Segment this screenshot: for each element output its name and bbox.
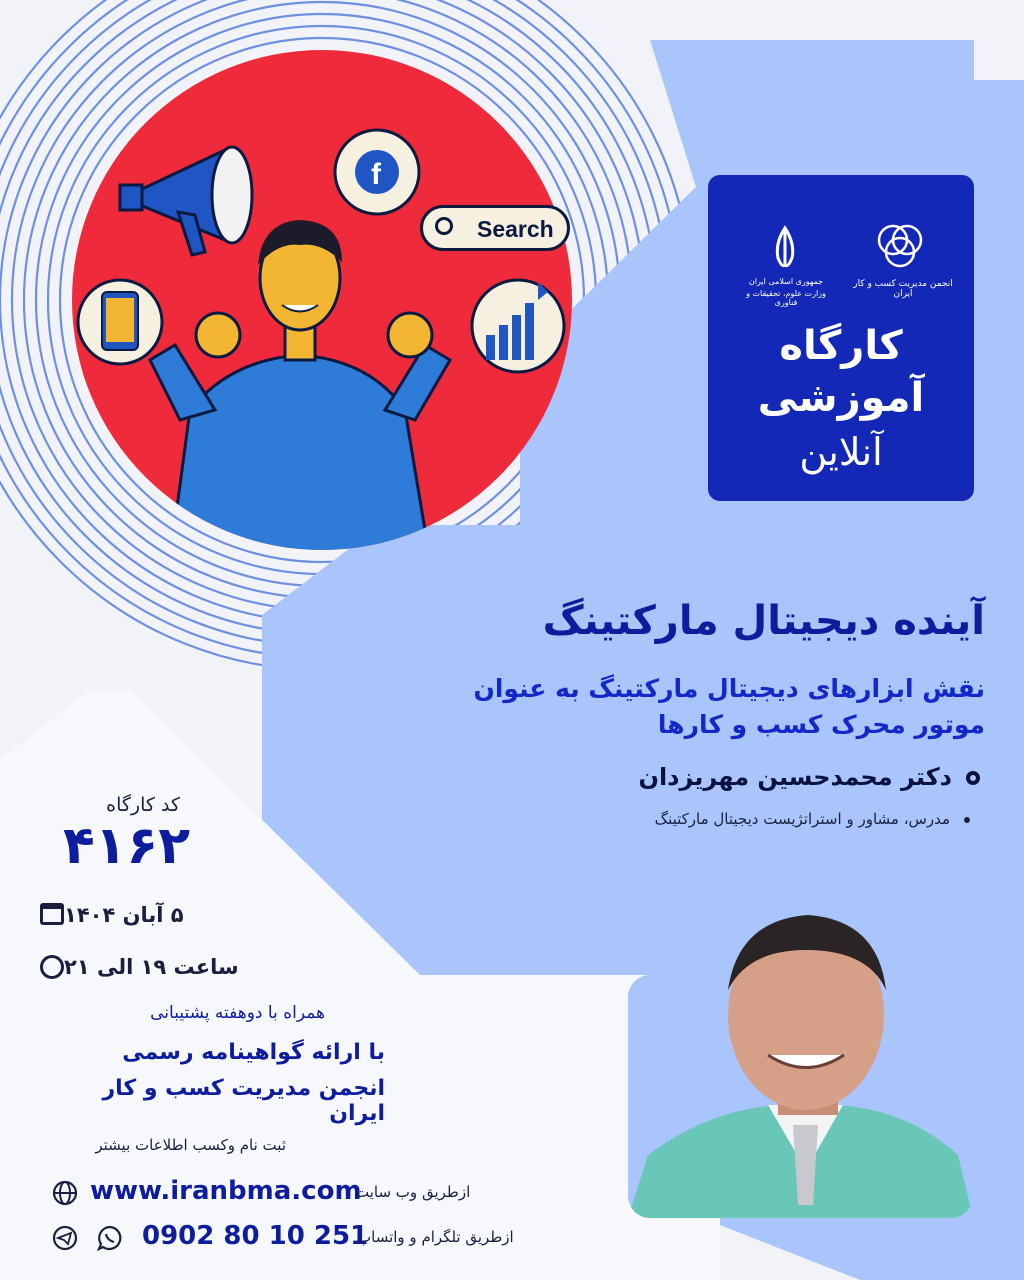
presenter-role: مدرس، مشاور و استراتژیست دیجیتال مارکتینگ: [420, 810, 970, 828]
certificate-line-1: با ارائه گواهینامه رسمی: [122, 1040, 385, 1065]
certificate-line-2: انجمن مدیریت کسب و کار ایران: [102, 1076, 385, 1126]
logo-right-text: انجمن مدیریت کسب و کار ایران: [853, 279, 953, 299]
search-label: Search: [477, 216, 554, 242]
calendar-icon: [40, 903, 64, 925]
search-icon: [435, 217, 453, 235]
workshop-subtitle-line-1: نقش ابزارهای دیجیتال مارکتینگ به عنوان: [473, 674, 985, 703]
telegram-icon[interactable]: [52, 1225, 78, 1251]
workshop-subtitle-line-2: موتور محرک کسب و کارها: [657, 710, 985, 739]
website-link[interactable]: www.iranbma.com: [90, 1176, 362, 1206]
workshop-code-label: کد کارگاه: [106, 794, 180, 816]
workshop-code-value: ۴۱۶۲: [63, 816, 190, 876]
search-pill: [420, 205, 570, 251]
phone-video-call-icon: [78, 280, 162, 364]
time-row: ساعت ۱۹ الی ۲۱: [40, 955, 268, 979]
presenter-photo: [628, 905, 973, 1218]
clock-icon: [40, 955, 64, 979]
support-line: همراه با دوهفته پشتیبانی: [150, 1003, 325, 1023]
workshop-badge: [708, 175, 974, 501]
ministry-emblem-icon: [760, 223, 810, 273]
facebook-icon: [335, 130, 419, 214]
date-row: ۵ آبان ۱۴۰۴: [40, 903, 245, 927]
presenter-name: دکتر محمدحسین مهریزدان: [420, 763, 980, 791]
website-label: ازطریق وب سایت: [355, 1183, 471, 1201]
growth-chart-icon: [472, 280, 564, 372]
badge-line-2: آموزشی: [757, 375, 925, 421]
globe-icon: [52, 1180, 78, 1206]
presenter-bullet-icon: [966, 771, 980, 785]
whatsapp-icon[interactable]: [97, 1225, 123, 1251]
svg-text:f: f: [371, 158, 381, 191]
association-logo-icon: [870, 220, 930, 270]
badge-line-1: کارگاه: [779, 323, 903, 369]
phone-number[interactable]: 0902 80 10 251: [142, 1221, 369, 1251]
logo-left-text-1: جمهوری اسلامی ایران: [748, 277, 824, 286]
logo-left-text-2: وزارت علوم، تحقیقات و فناوری: [746, 289, 826, 307]
register-text: ثبت نام وکسب اطلاعات بیشتر: [95, 1136, 286, 1154]
badge-line-3: آنلاین: [799, 430, 883, 474]
phone-label: ازطریق تلگرام و واتساپ: [357, 1228, 514, 1246]
workshop-title: آینده دیجیتال مارکتینگ: [542, 598, 985, 644]
bullet-dot-icon: [964, 817, 970, 823]
